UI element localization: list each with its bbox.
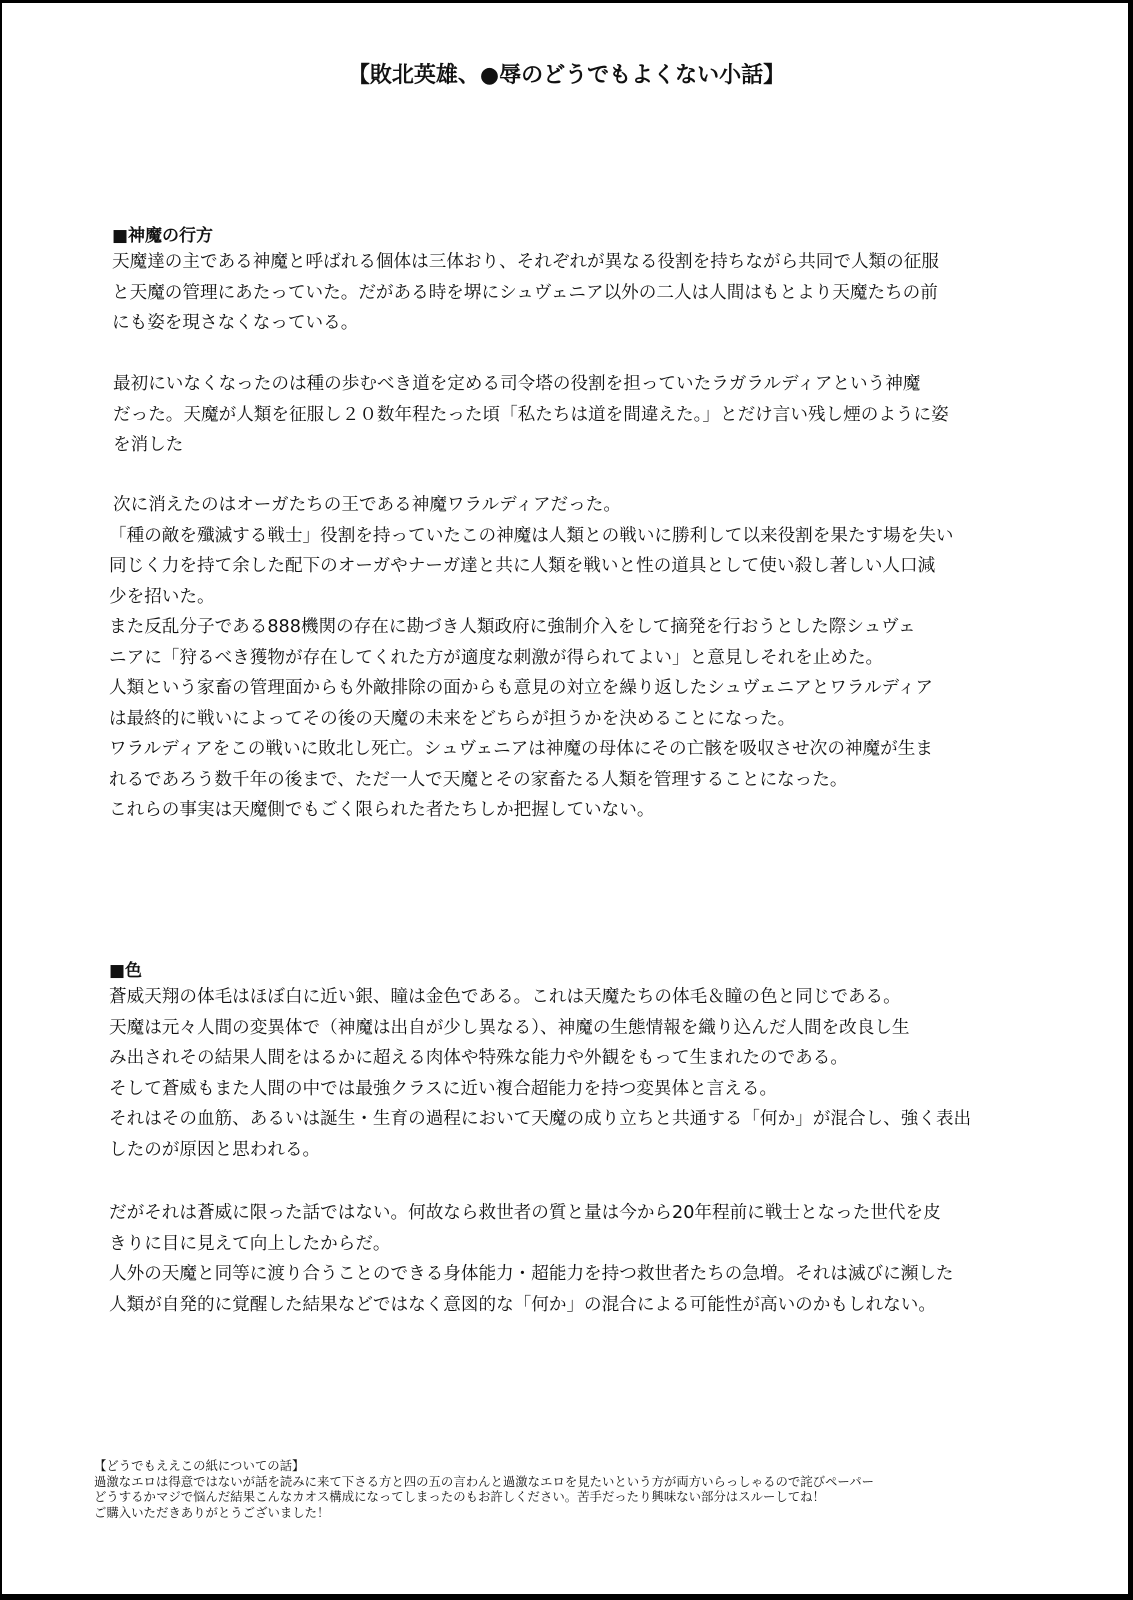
paragraph-line: は最終的に戦いによってその後の天魔の未来をどちらが担うかを決めることになった。 (109, 708, 796, 729)
paragraph-line: 最初にいなくなったのは種の歩むべき道を定める司令塔の役割を担っていたラガラルディアという神魔 (113, 374, 921, 394)
paragraph-line: 天魔達の主である神魔と呼ばれる個体は三体おり、それぞれが異なる役割を持ちながら共同で人類の征服 (112, 252, 939, 272)
section-shinma-para3 (109, 490, 1049, 826)
paragraph-line: を消した (113, 435, 184, 455)
paragraph-line: 同じく力を持て余した配下のオーガやナーガ達と共に人類を戦いと性の道具として使い殺し著しい人口減 (109, 556, 936, 576)
paragraph-line: 人類という家畜の管理面からも外敵排除の面からも意見の対立を繰り返したシュヴェニアとワラルディア (109, 678, 933, 698)
section-shinma-para1 (112, 247, 1052, 339)
section-color (109, 956, 1049, 981)
paragraph-line: 「種の敵を殲滅する戦士」役割を持っていたこの神魔は人類との戦いに勝利して以来役割を果たす場を失い (109, 525, 954, 546)
footer-note (94, 1458, 1094, 1520)
paragraph-line: だがそれは蒼威に限った話ではない。何故なら救世者の質と量は今から20年程前に戦士となった世代を皮 (109, 1203, 941, 1223)
paragraph-line: ニアに「狩るべき獲物が存在してくれた方が適度な刺激が得られてよい」と意見しそれを止めた。 (109, 647, 884, 668)
paragraph-line: これらの事実は天魔側でもごく限られた者たちしか把握していない。 (109, 800, 655, 820)
paragraph-line: と天魔の管理にあたっていた。だがある時を堺にシュヴェニア以外の二人は人間はもとより天魔たちの前 (112, 282, 938, 303)
section-shinma-para2 (113, 369, 1053, 461)
paragraph-line: 蒼威天翔の体毛はほぼ白に近い銀、瞳は金色である。これは天魔たちの体毛＆瞳の色と同じである。 (109, 987, 901, 1007)
page-title: 【敗北英雄、●辱のどうでもよくない小話】 (347, 63, 786, 88)
paragraph-line: 人外の天魔と同等に渡り合うことのできる身体能力・超能力を持つ救世者たちの急増。それは滅びに瀕した (109, 1264, 954, 1284)
paragraph-line: 天魔は元々人間の変異体で（神魔は出自が少し異なる）、神魔の生態情報を織り込んだ人間を改良し生 (109, 1017, 910, 1038)
section-color-para1 (109, 982, 1049, 1165)
paragraph-line: だった。天魔が人類を征服し２０数年程たった頃「私たちは道を間違えた。」とだけ言い残し煙のように姿 (113, 404, 949, 425)
paragraph-line: きりに目に見えて向上したからだ。 (109, 1233, 391, 1254)
paragraph-line: ワラルディアをこの戦いに敗北し死亡。シュヴェニアは神魔の母体にその亡骸を吸収させ次の神魔が生ま (109, 739, 933, 759)
paragraph-line: また反乱分子である888機関の存在に勘づき人類政府に強制介入をして摘発を行おうとした際シュヴェ (109, 617, 916, 637)
paragraph-line: にも姿を現さなくなっている。 (112, 313, 359, 333)
footer-line: どうするかマジで悩んだ結果こんなカオス構成になってしまったのもお許しください。苦手だったり興味ない部分はスルーしてね！ (94, 1489, 825, 1504)
footer-line: 過激なエロは得意ではないが話を読みに来て下さる方と四の五の言わんと過激なエロを見たいという方が両方いらっしゃるので詫びペーパー (94, 1473, 874, 1489)
paragraph-line: れるであろう数千年の後まで、ただ一人で天魔とその家畜たる人類を管理することになった。 (109, 769, 848, 790)
paragraph-line: それはその血筋、あるいは誕生・生育の過程において天魔の成り立ちと共通する「何か」が混合し、強く表出 (109, 1109, 972, 1129)
section-color-para2 (109, 1198, 1049, 1320)
section-heading: ■色 (109, 961, 143, 981)
section-shinma (112, 221, 1052, 246)
paragraph-line: 次に消えたのはオーガたちの王である神魔ワラルディアだった。 (113, 495, 621, 515)
paragraph-line: そして蒼威もまた人間の中では最強クラスに近い複合超能力を持つ変異体と言える。 (109, 1078, 778, 1099)
paragraph-line: 人類が自発的に覚醒した結果などではなく意図的な「何か」の混合による可能性が高いのかもしれない。 (109, 1294, 936, 1315)
paragraph-line: み出されその結果人間をはるかに超える肉体や特殊な能力や外観をもって生まれたのである。 (109, 1048, 848, 1068)
paragraph-line: したのが原因と思われる。 (109, 1139, 321, 1160)
footer-line: 【どうでもええこの紙についての話】 (94, 1458, 305, 1473)
paragraph-line: 少を招いた。 (109, 586, 215, 607)
section-heading: ■神魔の行方 (112, 226, 214, 246)
footer-line: ご購入いただきありがとうございました！ (94, 1504, 330, 1520)
